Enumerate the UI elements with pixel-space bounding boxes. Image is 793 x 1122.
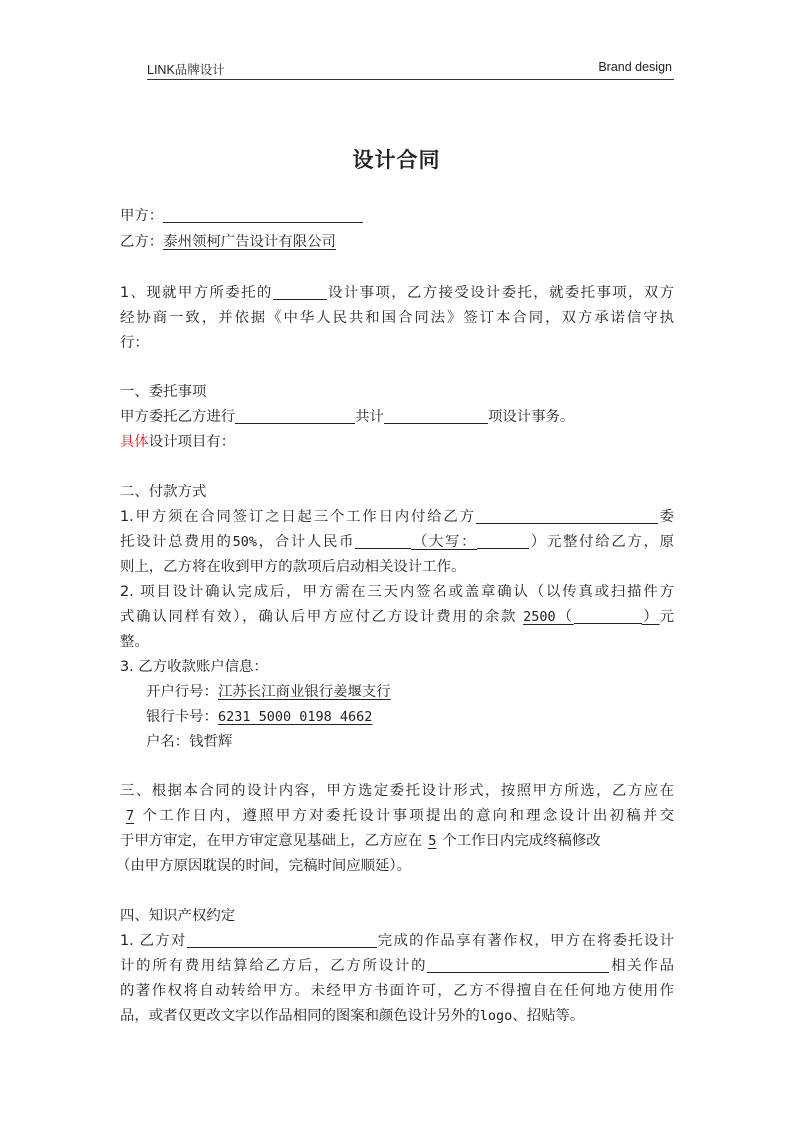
document-title: 设计合同 — [352, 148, 441, 172]
section-4-line-3: 的著作权将自动转给甲方。未经甲方书面许可，乙方不得擅自在任何地方使用作 — [120, 983, 674, 999]
section-1-line-2 — [120, 431, 235, 453]
s2-text: （ — [555, 609, 574, 625]
s2-text: 式确认同样有效），确认后甲方应付乙方设计费用的余款 — [120, 609, 518, 625]
card-value: 6231 5000 0198 4662 — [217, 709, 373, 725]
s4-text: 品，或者仅更改文字以作品相同的图案和颜色设计另外的 — [120, 1008, 480, 1024]
s2-text: ，合计人民币 — [256, 534, 356, 550]
s2-text: 元 — [659, 609, 674, 625]
intro-line-1 — [120, 282, 674, 304]
s3-text: 于甲方审定，在甲方审定意见基础上，乙方应在 — [120, 833, 423, 849]
bank-label: 开户行号： — [146, 684, 218, 700]
project-blank[interactable] — [235, 407, 355, 424]
s2-text: 委 — [657, 509, 674, 525]
s2-text: （大写： — [411, 534, 478, 550]
s3-text: 个工作日内，遵照甲方对委托设计事项提出的意向和理念设计出初稿并交 — [140, 808, 674, 824]
header-brand: LINK品牌设计 — [147, 63, 225, 77]
section-1-line-1 — [120, 406, 574, 428]
bank-line — [146, 681, 391, 703]
section-2-p1-line-3: 则上，乙方将在收到甲方的款项后启动相关设计工作。 — [120, 559, 466, 575]
section-4-line-4 — [120, 1005, 584, 1027]
s3-text: 个工作日内完成终稿修改 — [442, 833, 601, 849]
work-blank[interactable] — [187, 931, 377, 948]
balance-amount: 2500 — [523, 609, 556, 625]
party-a-label: 甲方： — [120, 208, 164, 224]
section-2-p2-line-3: 整。 — [120, 634, 149, 650]
party-b-label: 乙方： — [120, 234, 164, 250]
intro-line-2: 经协商一致，并依据《中华人民共和国合同法》签订本合同，双方承诺信守执 — [120, 310, 674, 326]
account-name-label: 户名： — [146, 734, 190, 750]
section-4-line-2 — [120, 955, 674, 977]
design-item-blank[interactable] — [273, 283, 327, 300]
s4-text: 相关作品 — [609, 958, 674, 974]
s4-text: 完成的作品享有著作权，甲方在将委托设计 — [376, 933, 674, 949]
account-name-line — [146, 731, 232, 753]
bank-value: 江苏长江商业银行姜堰支行 — [217, 684, 391, 700]
section-4-heading: 四、知识产权约定 — [120, 908, 236, 924]
party-a-line — [120, 205, 363, 227]
header-tagline: Brand design — [598, 60, 672, 74]
design-work-blank[interactable] — [427, 956, 609, 973]
draft-days: 7 — [126, 808, 135, 824]
s4-text: 、招贴等。 — [512, 1008, 585, 1024]
party-a-blank[interactable] — [163, 206, 363, 223]
section-4-line-1 — [120, 930, 674, 952]
rmb-amount-blank[interactable] — [355, 532, 411, 549]
payment-blank[interactable] — [476, 507, 658, 524]
card-line — [146, 706, 372, 728]
intro-text: 设计事项，乙方接受设计委托，就委托事项，双方 — [326, 285, 674, 301]
s1-text: 甲方委托乙方进行 — [120, 409, 236, 425]
section-2-p2-line-1: 2. 项目设计确认完成后，甲方需在三天内签名或盖章确认（以传真或扫描件方 — [120, 584, 674, 600]
section-2-p2-line-2 — [120, 606, 674, 628]
section-1-heading: 一、委托事项 — [120, 384, 207, 400]
section-3-line-3 — [120, 830, 601, 852]
intro-line-3: 行： — [120, 335, 149, 351]
section-3-line-4: （由甲方原因耽误的时间，完稿时间应顺延）。 — [116, 858, 412, 874]
s2-text: ） — [641, 609, 660, 625]
card-label: 银行卡号： — [146, 709, 218, 725]
s2-text: 托设计总费用的 — [120, 534, 233, 550]
s1-highlight: 具体 — [120, 434, 149, 450]
s2-text: 1.甲方须在合同签订之日起三个工作日内付给乙方 — [120, 509, 476, 525]
intro-text: 1、现就甲方所委托的 — [120, 285, 273, 301]
s2-text: ）元整付给乙方，原 — [529, 534, 674, 550]
section-3-line-2 — [120, 805, 674, 827]
s1-text: 共计 — [355, 409, 384, 425]
section-3-line-1: 三、根据本合同的设计内容，甲方选定委托设计形式，按照甲方所选，乙方应在 — [120, 783, 674, 799]
project-count-blank[interactable] — [384, 407, 488, 424]
section-2-p1-line-1 — [120, 506, 674, 528]
logo-word: logo — [479, 1008, 513, 1024]
section-2-heading: 二、付款方式 — [120, 484, 207, 500]
percent-value: 50% — [232, 534, 257, 550]
section-2-p3: 3. 乙方收款账户信息： — [120, 659, 268, 675]
s4-text: 1. 乙方对 — [120, 933, 187, 949]
rmb-uppercase-blank[interactable] — [477, 532, 529, 549]
balance-uppercase-blank[interactable] — [574, 607, 642, 624]
party-b-name: 泰州领柯广告设计有限公司 — [163, 234, 336, 250]
s1-text: 项设计事务。 — [487, 409, 575, 425]
final-days: 5 — [428, 833, 437, 849]
section-2-p1-line-2 — [120, 531, 674, 553]
party-b-line — [120, 231, 336, 253]
s1-text: 设计项目有： — [148, 434, 236, 450]
account-name-value: 钱哲辉 — [189, 734, 233, 750]
page-header — [147, 59, 674, 80]
s4-text: 计的所有费用结算给乙方后，乙方所设计的 — [120, 958, 428, 974]
